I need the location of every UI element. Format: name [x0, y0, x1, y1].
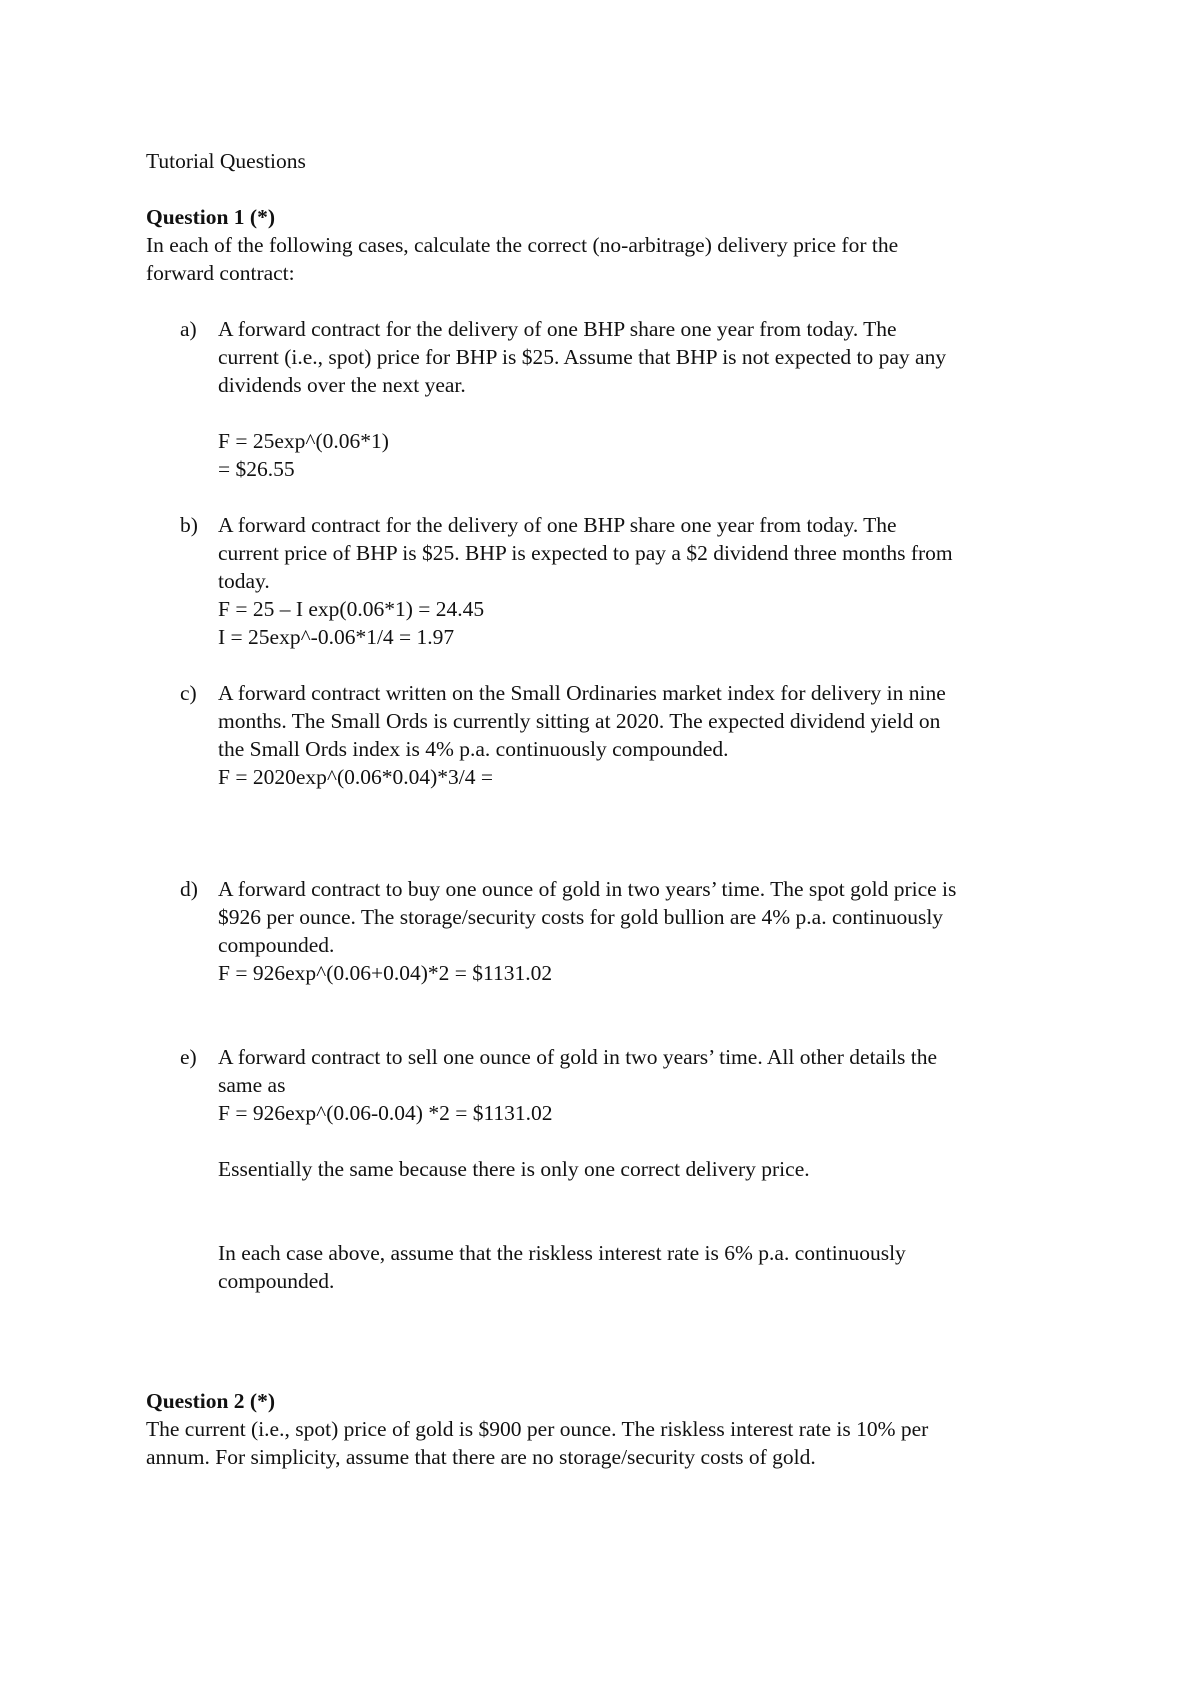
item-b-label: b): [180, 513, 198, 537]
item-e-answer: F = 926exp^(0.06-0.04) *2 = $1131.02: [218, 1101, 553, 1125]
document-header: Tutorial Questions: [146, 149, 306, 173]
item-b-answer: I = 25exp^-0.06*1/4 = 1.97: [218, 625, 455, 649]
item-c-text: A forward contract written on the Small Ordinaries market index for delivery in nine: [218, 681, 946, 705]
item-a-answer: F = 25exp^(0.06*1): [218, 429, 389, 453]
item-c-text: the Small Ords index is 4% p.a. continuously compounded.: [218, 737, 729, 761]
item-d-text: compounded.: [218, 933, 335, 957]
question-2-title: Question 2 (*): [146, 1389, 275, 1413]
item-d-text: A forward contract to buy one ounce of gold in two years’ time. The spot gold price is: [218, 877, 957, 901]
question-2-text: The current (i.e., spot) price of gold is $900 per ounce. The riskless interest rate is 10% per: [146, 1417, 929, 1441]
item-a-label: a): [180, 317, 197, 341]
question-1-intro: In each of the following cases, calculate the correct (no-arbitrage) delivery price for the: [146, 233, 899, 257]
item-c-label: c): [180, 681, 197, 705]
question-1-intro: forward contract:: [146, 261, 295, 285]
item-c-answer: F = 2020exp^(0.06*0.04)*3/4 =: [218, 765, 494, 789]
item-e-comment: Essentially the same because there is only one correct delivery price.: [218, 1157, 810, 1181]
item-a-text: dividends over the next year.: [218, 373, 466, 397]
item-a-text: current (i.e., spot) price for BHP is $25. Assume that BHP is not expected to pay any: [218, 345, 947, 369]
assumption-note: In each case above, assume that the riskless interest rate is 6% p.a. continuously: [218, 1241, 906, 1265]
question-1-title: Question 1 (*): [146, 205, 275, 229]
item-b-text: A forward contract for the delivery of one BHP share one year from today. The: [218, 513, 897, 537]
question-2-text: annum. For simplicity, assume that there are no storage/security costs of gold.: [146, 1445, 816, 1469]
assumption-note: compounded.: [218, 1269, 335, 1293]
item-b-text: today.: [218, 569, 270, 593]
item-e-label: e): [180, 1045, 197, 1069]
item-b-answer: F = 25 – I exp(0.06*1) = 24.45: [218, 597, 485, 621]
item-b-text: current price of BHP is $25. BHP is expected to pay a $2 dividend three months from: [218, 541, 953, 565]
item-a-text: A forward contract for the delivery of one BHP share one year from today. The: [218, 317, 897, 341]
item-e-text: A forward contract to sell one ounce of gold in two years’ time. All other details the: [218, 1045, 938, 1069]
item-a-answer: = $26.55: [218, 457, 295, 481]
item-c-text: months. The Small Ords is currently sitting at 2020. The expected dividend yield on: [218, 709, 941, 733]
item-d-label: d): [180, 877, 198, 901]
item-d-text: $926 per ounce. The storage/security costs for gold bullion are 4% p.a. continuously: [218, 905, 944, 929]
item-d-answer: F = 926exp^(0.06+0.04)*2 = $1131.02: [218, 961, 553, 985]
item-e-text: same as: [218, 1073, 286, 1097]
